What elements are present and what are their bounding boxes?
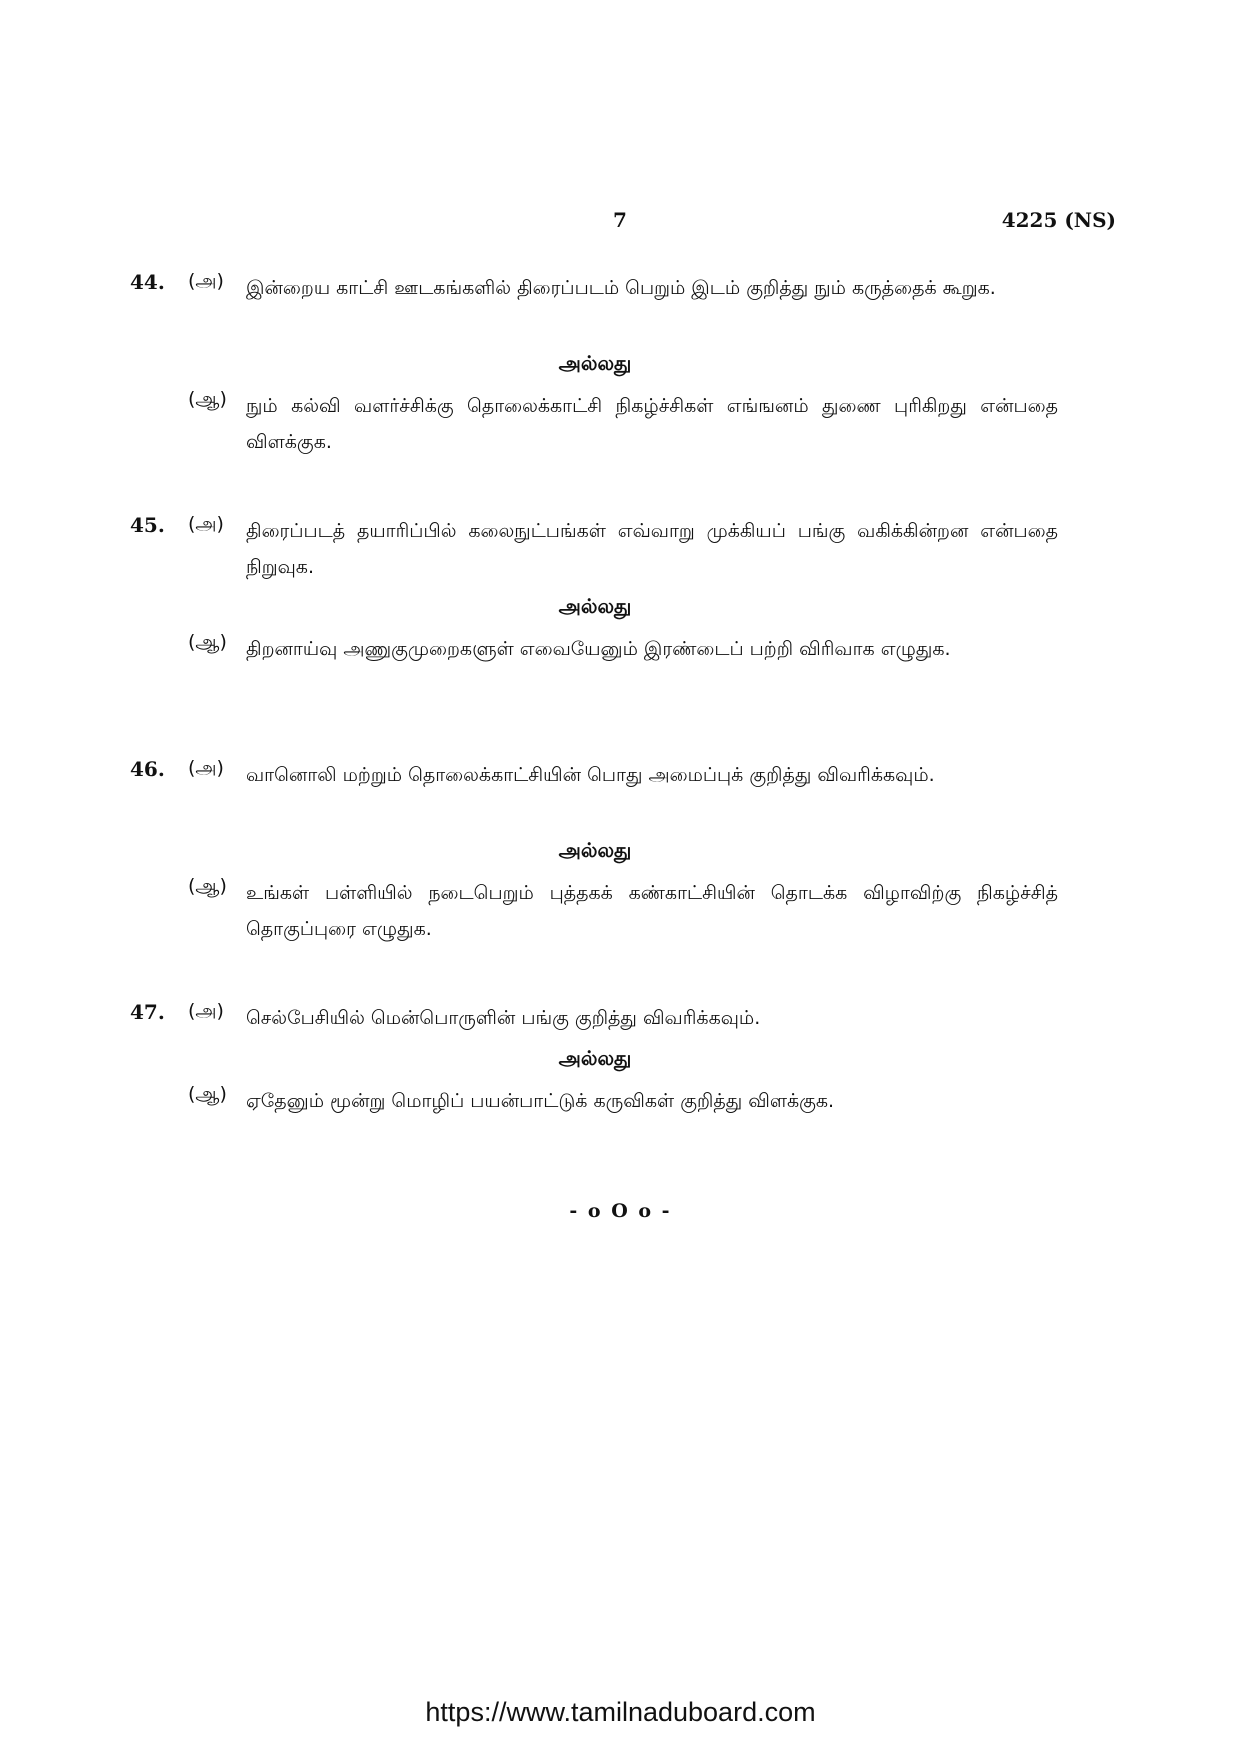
or-separator: அல்லது <box>558 351 632 375</box>
footer-url: https://www.tamilnaduboard.com <box>425 1697 816 1727</box>
or-separator: அல்லது <box>558 594 632 618</box>
option-label: (அ) <box>188 513 224 535</box>
option-text: வானொலி மற்றும் தொலைக்காட்சியின் பொது அமைப்புக் குறித்து விவரிக்கவும். <box>246 764 935 786</box>
option-label: (ஆ) <box>188 875 227 897</box>
paper-code: 4225 (NS) <box>1001 208 1116 232</box>
option-text: திரைப்படத் தயாரிப்பில் கலைநுட்பங்கள் எவ்வாறு முக்கியப் பங்கு வகிக்கின்றன என்பதை நிறுவுக. <box>246 520 1058 578</box>
option-a <box>188 513 1058 585</box>
question-number: 44. <box>130 270 165 294</box>
option-label: (அ) <box>188 1000 224 1022</box>
option-text: உங்கள் பள்ளியில் நடைபெறும் புத்தகக் கண்காட்சியின் தொடக்க விழாவிற்கு நிகழ்ச்சித் தொகுப்புரை எழுதுக. <box>246 882 1058 940</box>
option-a <box>188 1000 1058 1036</box>
or-separator: அல்லது <box>558 838 632 862</box>
option-a <box>188 757 1058 793</box>
option-text: இன்றைய காட்சி ஊடகங்களில் திரைப்படம் பெறும் இடம் குறித்து நும் கருத்தைக் கூறுக. <box>246 277 996 299</box>
option-label: (ஆ) <box>188 388 227 410</box>
option-text: நும் கல்வி வளர்ச்சிக்கு தொலைக்காட்சி நிகழ்ச்சிகள் எங்ஙனம் துணை புரிகிறது என்பதை விளக்குக. <box>246 395 1058 453</box>
option-b <box>188 388 1058 460</box>
option-text: செல்பேசியில் மென்பொருளின் பங்கு குறித்து விவரிக்கவும். <box>246 1007 761 1029</box>
option-text: ஏதேனும் மூன்று மொழிப் பயன்பாட்டுக் கருவிகள் குறித்து விளக்குக. <box>246 1090 835 1112</box>
question-number: 45. <box>130 513 165 537</box>
end-of-paper-mark: - o O o - <box>569 1200 672 1222</box>
page-number: 7 <box>613 208 627 232</box>
option-b <box>188 875 1058 947</box>
option-b <box>188 631 1058 667</box>
question-number: 46. <box>130 757 165 781</box>
option-text: திறனாய்வு அணுகுமுறைகளுள் எவையேனும் இரண்டைப் பற்றி விரிவாக எழுதுக. <box>246 638 951 660</box>
option-label: (ஆ) <box>188 1083 227 1105</box>
option-b <box>188 1083 1058 1119</box>
or-separator: அல்லது <box>558 1046 632 1070</box>
option-a <box>188 270 1058 306</box>
option-label: (ஆ) <box>188 631 227 653</box>
question-number: 47. <box>130 1000 165 1024</box>
option-label: (அ) <box>188 757 224 779</box>
option-label: (அ) <box>188 270 224 292</box>
